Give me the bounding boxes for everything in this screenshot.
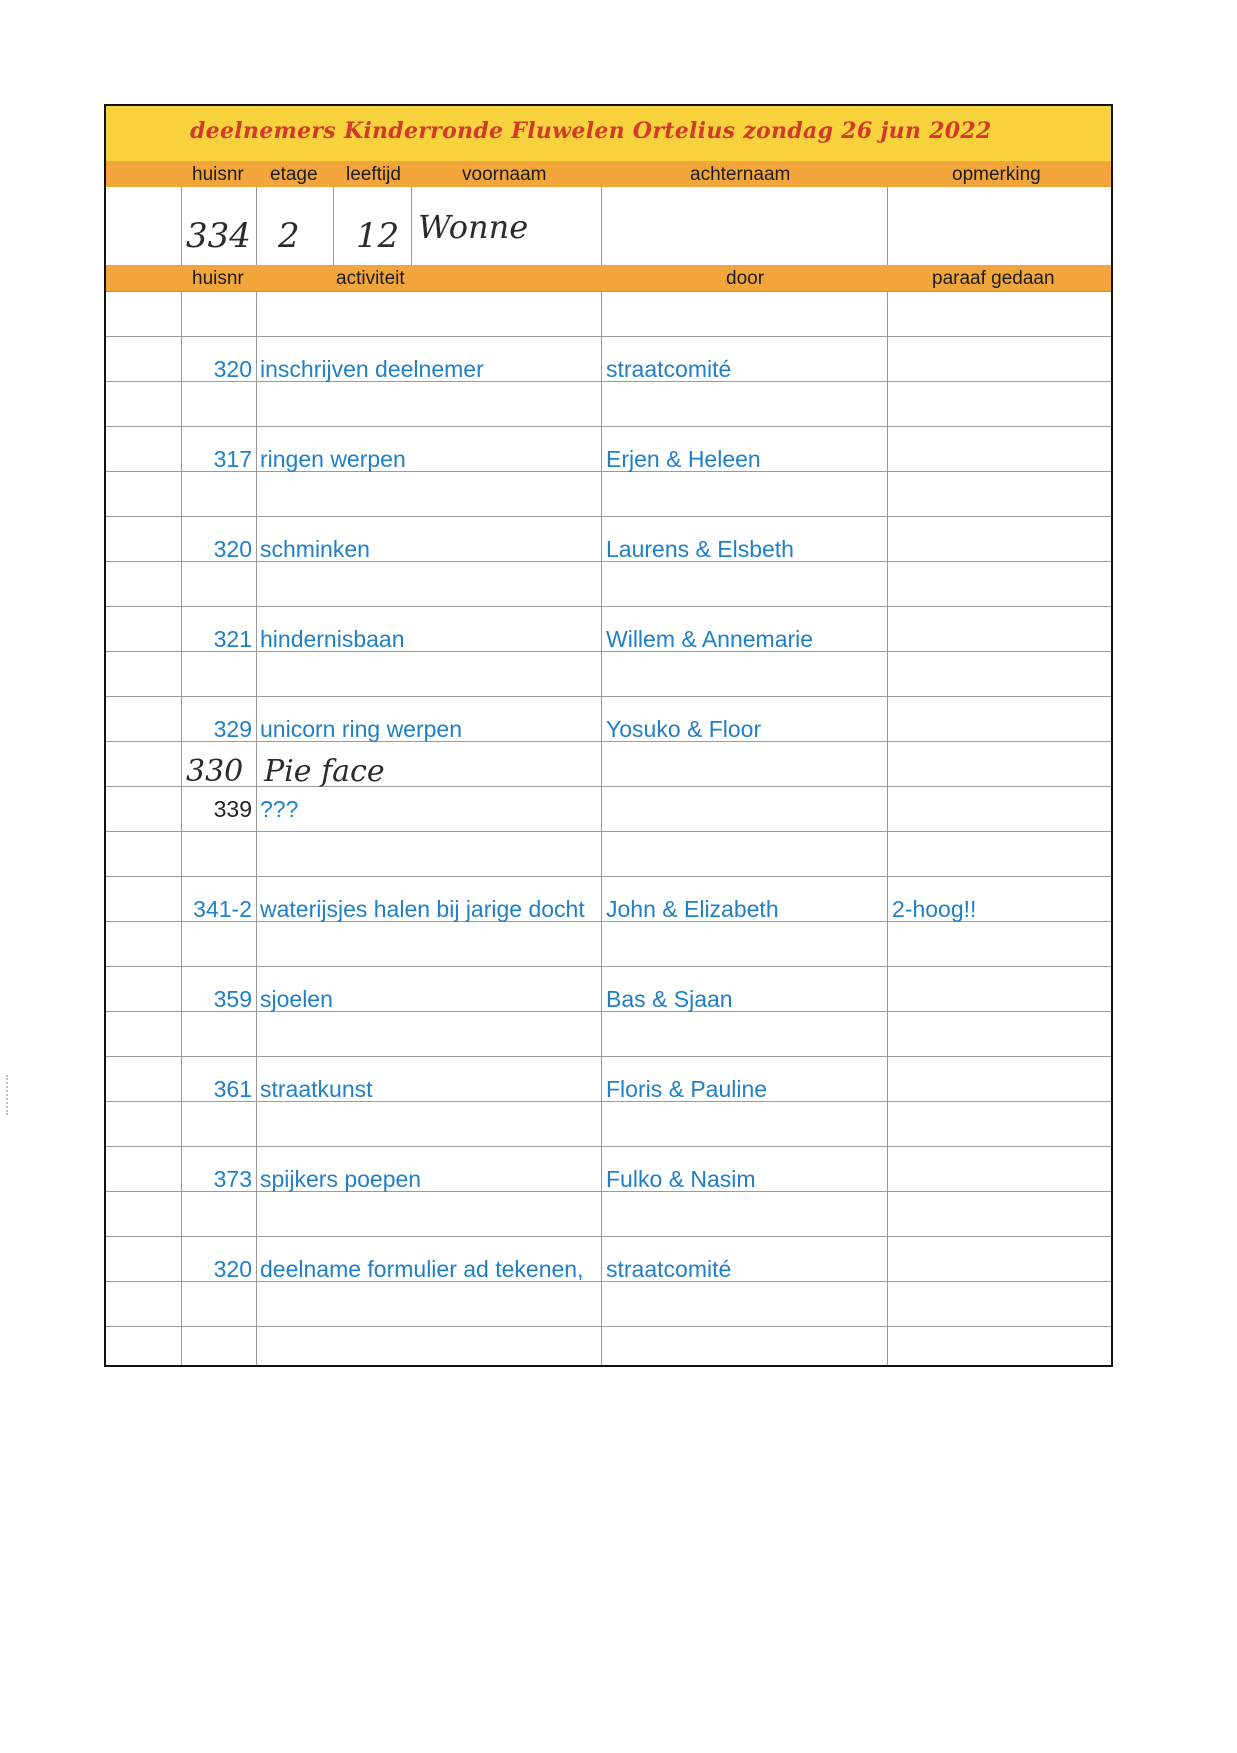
- activity-door: straatcomité: [606, 1256, 732, 1282]
- activity-door: Laurens & Elsbeth: [606, 536, 794, 562]
- activity-name: unicorn ring werpen: [260, 716, 463, 742]
- header-etage: etage: [270, 164, 318, 185]
- activity-door: John & Elizabeth: [606, 896, 779, 922]
- activity-huisnr: 341-2: [193, 896, 252, 922]
- title-band: [106, 106, 1111, 161]
- activity-huisnr: 339: [213, 796, 252, 822]
- participant-huisnr: 334: [186, 216, 251, 256]
- activity-door: Bas & Sjaan: [606, 986, 733, 1012]
- activity-door: Erjen & Heleen: [606, 446, 761, 472]
- activity-huisnr: 329: [213, 716, 252, 742]
- participant-etage: 2: [278, 216, 300, 256]
- activity-huisnr: 321: [213, 626, 252, 652]
- activity-huisnr: 320: [213, 536, 252, 562]
- activity-name: inschrijven deelnemer: [260, 356, 484, 382]
- header-paraaf: paraaf gedaan: [932, 268, 1055, 289]
- header-opmerking: opmerking: [952, 164, 1041, 185]
- activity-name: ???: [260, 796, 299, 822]
- activity-door: Willem & Annemarie: [606, 626, 814, 652]
- activity-name: sjoelen: [260, 986, 333, 1012]
- activity-paraaf: 2-hoog!!: [892, 896, 977, 922]
- activity-name: straatkunst: [260, 1076, 373, 1102]
- activity-name: spijkers poepen: [260, 1166, 422, 1192]
- header-achternaam: achternaam: [690, 164, 791, 185]
- activity-huisnr: 320: [213, 1256, 252, 1282]
- header-activiteit: activiteit: [336, 268, 405, 289]
- grid-column-line: [256, 291, 257, 1365]
- activity-name: hindernisbaan: [260, 626, 405, 652]
- activity-header: [106, 265, 1111, 291]
- activity-sheet: [104, 104, 1113, 1367]
- activity-door: Floris & Pauline: [606, 1076, 768, 1102]
- participant-header: [106, 161, 1111, 187]
- participant-leeftijd: 12: [356, 216, 400, 256]
- header-activity-huisnr: huisnr: [192, 268, 244, 289]
- activity-huisnr: 359: [213, 986, 252, 1012]
- activity-door: straatcomité: [606, 356, 732, 382]
- activity-door: Yosuko & Floor: [606, 716, 762, 742]
- activity-huisnr: 317: [213, 446, 252, 472]
- scan-edge-mark: [6, 1075, 11, 1115]
- header-door: door: [726, 268, 765, 289]
- activity-name: deelname formulier ad tekenen,: [260, 1256, 584, 1282]
- grid-column-line: [601, 291, 602, 1365]
- header-leeftijd: leeftijd: [346, 164, 401, 185]
- header-huisnr: huisnr: [192, 164, 244, 185]
- activity-name: waterijsjes halen bij jarige docht: [260, 896, 585, 922]
- activity-name: ringen werpen: [260, 446, 406, 472]
- activity-huisnr: 320: [213, 356, 252, 382]
- activity-name: Pie face: [264, 754, 385, 789]
- grid-column-line: [887, 291, 888, 1365]
- activity-huisnr: 330: [186, 754, 244, 789]
- activity-huisnr: 373: [213, 1166, 252, 1192]
- header-voornaam: voornaam: [462, 164, 547, 185]
- activity-huisnr: 361: [213, 1076, 252, 1102]
- participant-voornaam: Wonne: [418, 208, 529, 246]
- grid-column-line: [181, 291, 182, 1365]
- activity-name: schminken: [260, 536, 370, 562]
- sheet-title: deelnemers Kinderronde Fluwelen Ortelius zondag 26 jun 2022: [190, 118, 992, 144]
- activity-door: Fulko & Nasim: [606, 1166, 756, 1192]
